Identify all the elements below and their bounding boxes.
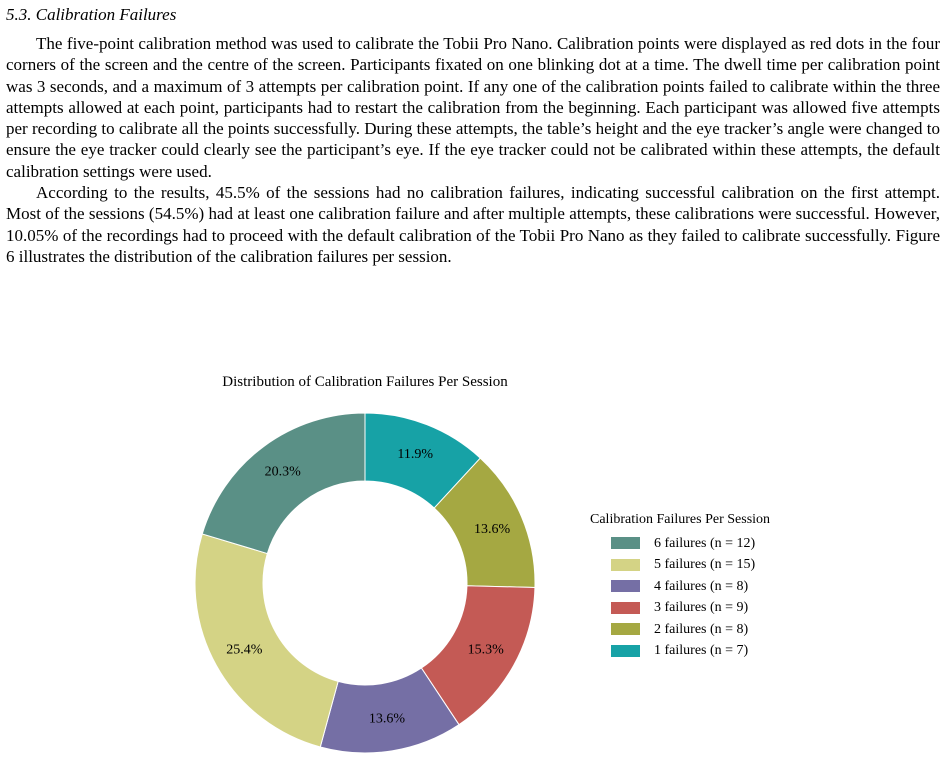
- legend-title: Calibration Failures Per Session: [590, 512, 771, 527]
- legend-items: [590, 533, 770, 662]
- donut-slice-5-failures: [195, 534, 338, 747]
- legend-item-3-failures: [590, 597, 770, 619]
- legend-item-6-failures: [590, 533, 770, 555]
- slice-label-1-failures: 11.9%: [397, 446, 434, 462]
- legend-label: 6 failures (n = 12): [654, 535, 756, 551]
- slice-label-4-failures: 13.6%: [368, 711, 406, 727]
- legend-item-5-failures: [590, 554, 770, 576]
- legend-swatch: [611, 580, 640, 592]
- legend-label: 3 failures (n = 9): [654, 600, 749, 615]
- slice-label-5-failures: 25.4%: [226, 642, 263, 658]
- slice-label-2-failures: 13.6%: [474, 521, 511, 537]
- legend-item-4-failures: [590, 576, 770, 598]
- chart-legend: [590, 509, 770, 662]
- paragraph-calibration-results: According to the results, 45.5% of the sessions had no calibration failures, indicating successful calibration on the first attempt. Most of the sessions (54.5%) had at least one calibration failure and after multiple attempts, these calibrations were successful. However, 10.05% of the recordings had to proceed with the default calibration of the Tobii Pro Nano as they failed to calibrate successfully. Figure 6 illustrates the distribution of the calibration failures per session.: [6, 183, 940, 266]
- legend-label: 1 failures (n = 7): [654, 643, 749, 658]
- legend-swatch: [611, 602, 640, 614]
- legend-swatch: [611, 537, 640, 549]
- legend-label: 4 failures (n = 8): [654, 578, 749, 594]
- paragraph-calibration-method: The five-point calibration method was used to calibrate the Tobii Pro Nano. Calibration points were displayed as red dots in the four corners of the screen and the centre of the screen. Participants fixated on one blinking dot at a time. The dwell time per calibration point was 3 seconds, and a maximum of 3 attempts per calibration point. If any one of the calibration points failed to calibrate within the three attempts allowed at each point, participants had to restart the calibration from the beginning. Each participant was allowed five attempts per recording to calibrate all the points successfully. During these attempts, the table’s height and the eye tracker’s angle were changed to ensure the eye tracker could clearly see the participant’s eye. If the eye tracker could not be calibrated within these attempts, the default calibration settings were used.: [6, 34, 940, 181]
- legend-item-1-failures: [590, 640, 770, 662]
- legend-swatch: [611, 623, 640, 635]
- legend-item-2-failures: [590, 619, 770, 641]
- chart-title: Distribution of Calibration Failures Per Session: [222, 374, 508, 390]
- legend-swatch: [611, 559, 640, 571]
- donut-slice-6-failures: [202, 413, 365, 554]
- slice-label-3-failures: 15.3%: [467, 642, 504, 658]
- slice-label-6-failures: 20.3%: [264, 464, 301, 480]
- legend-swatch: [611, 645, 640, 657]
- legend-label: 2 failures (n = 8): [654, 621, 749, 637]
- section-heading: 5.3. Calibration Failures: [6, 5, 177, 24]
- legend-label: 5 failures (n = 15): [654, 557, 756, 572]
